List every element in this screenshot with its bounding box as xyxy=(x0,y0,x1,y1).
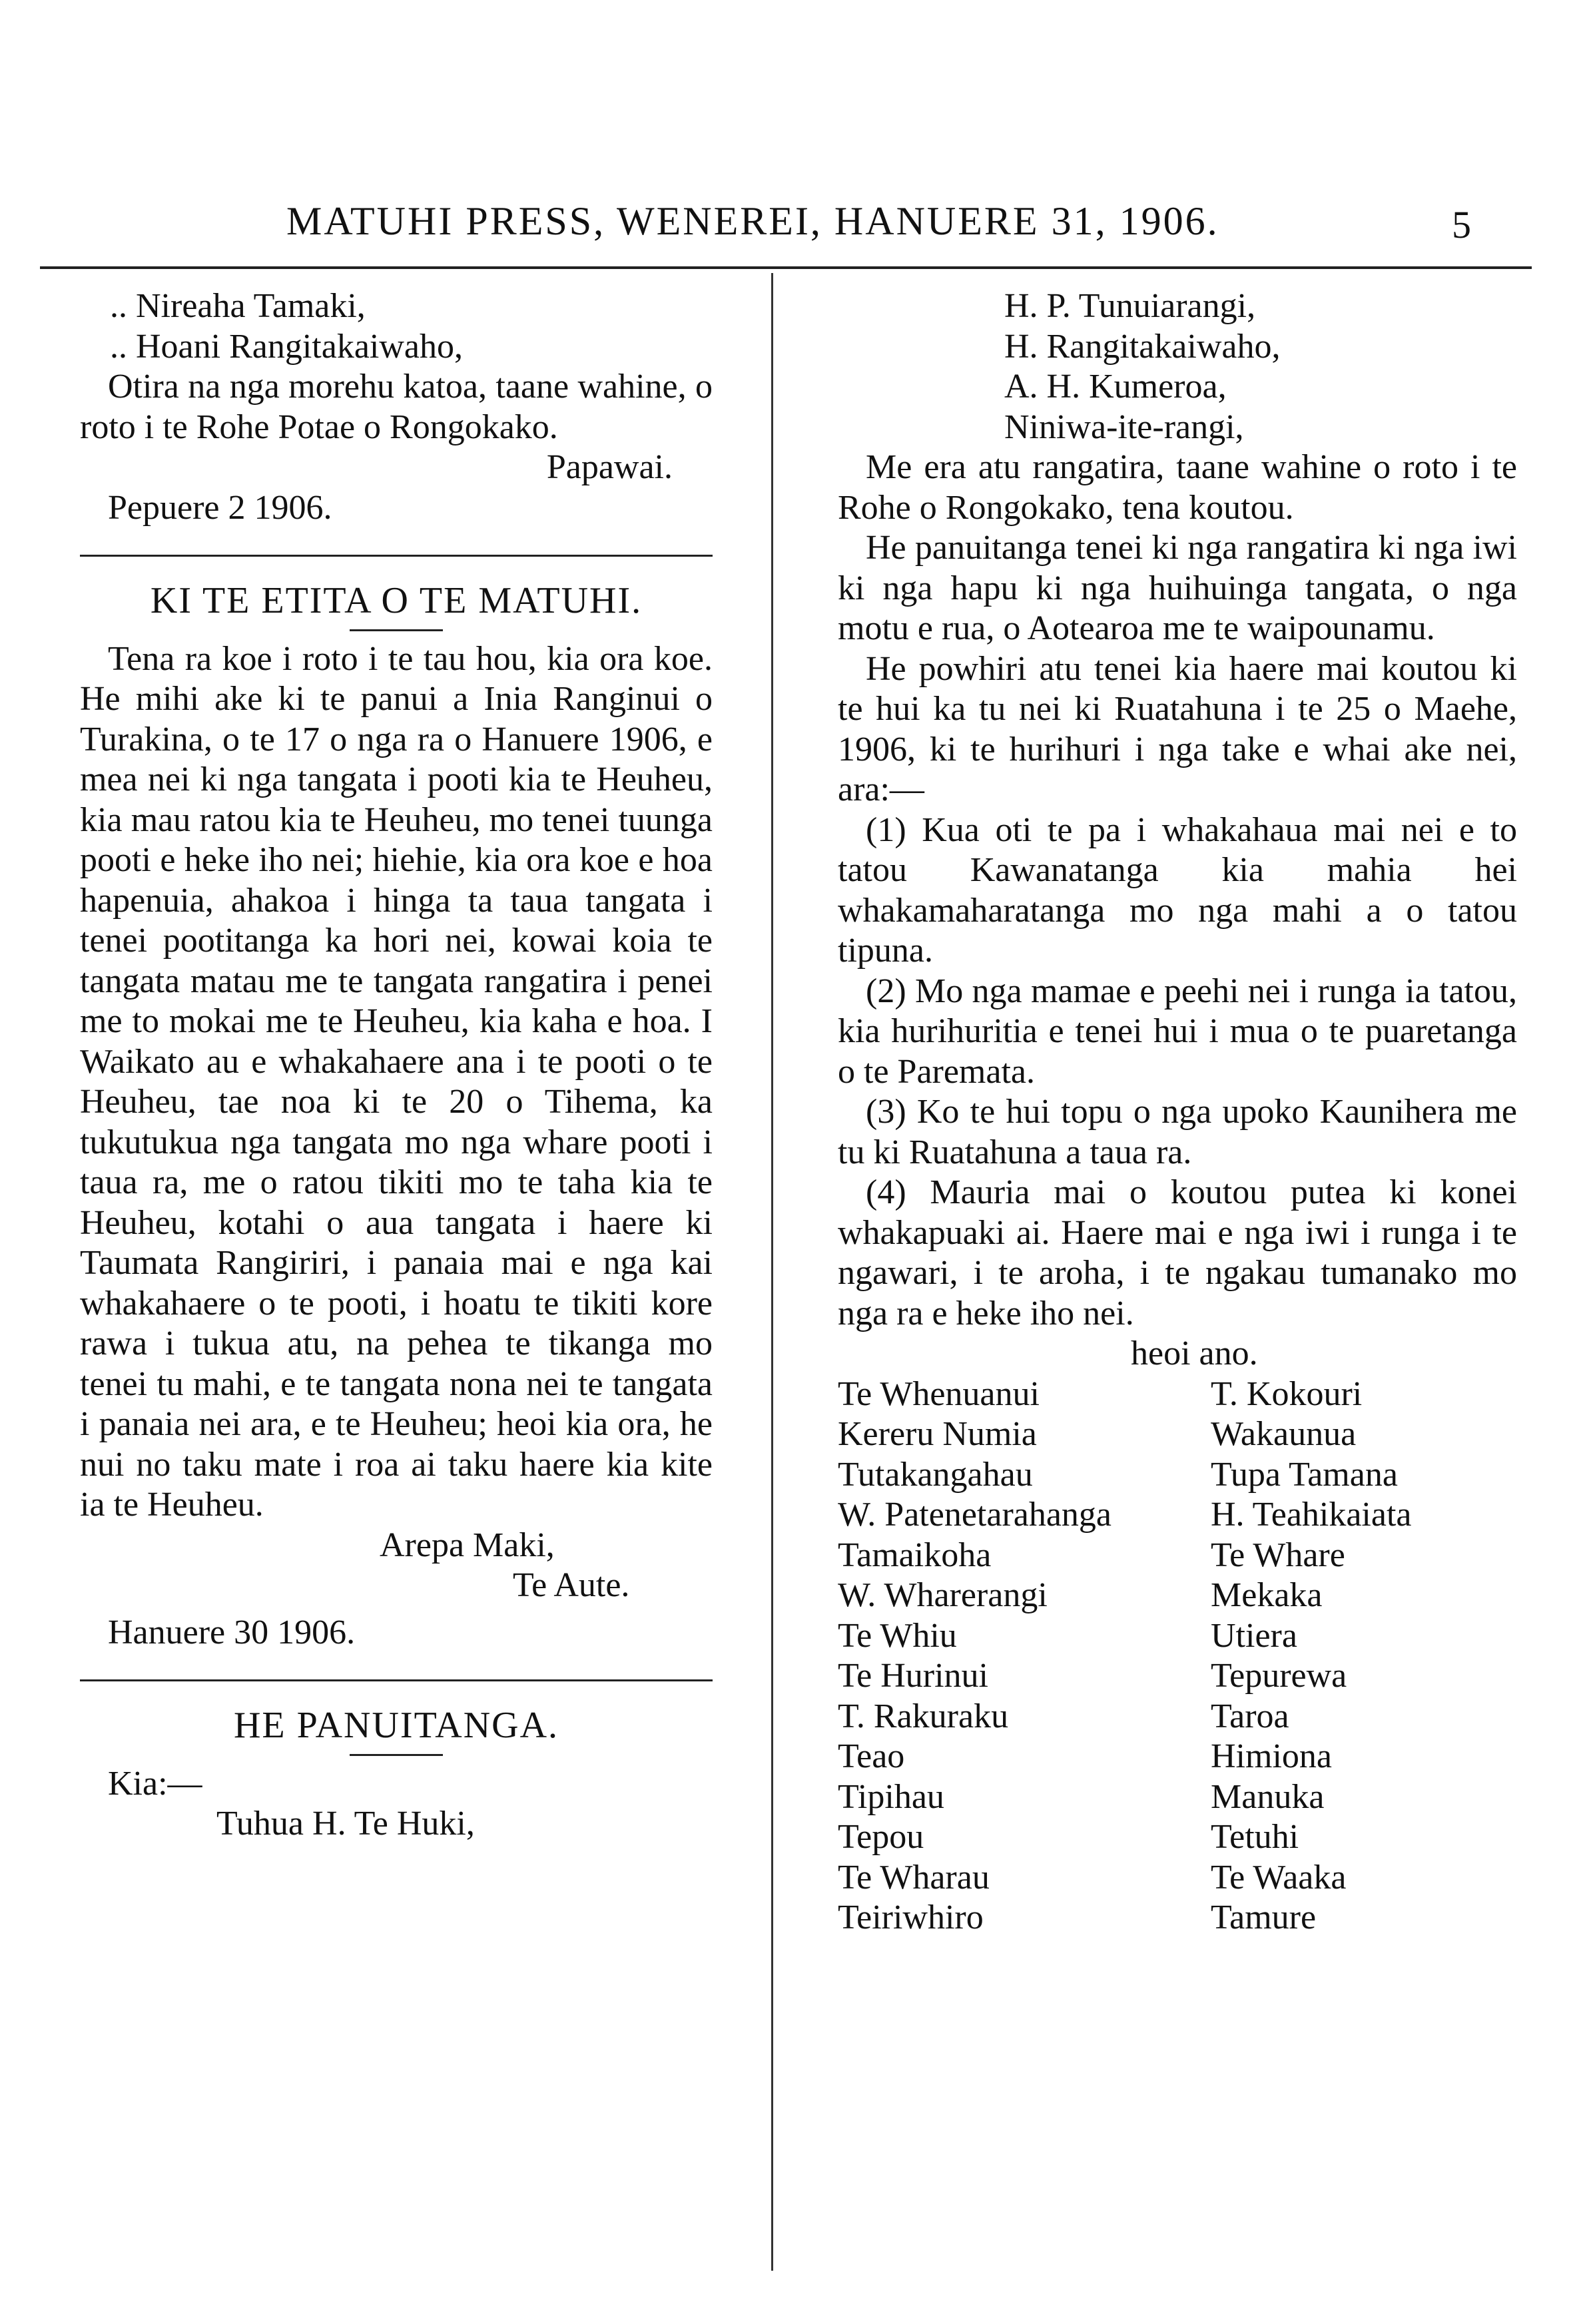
signatory-name: Tamaikoha xyxy=(838,1536,992,1574)
addressee-otira: Otira na nga morehu katoa, taane wahine, o roto i te Rohe Potae o Rongokako. xyxy=(80,368,713,446)
agenda-item: (3) Ko te hui topu o nga upoko Kaunihera me tu ki Ruatahuna a taua ra. xyxy=(838,1093,1517,1171)
agenda-item: (1) Kua oti te pa i whakahaua mai nei e to tatou Kawanatanga kia mahia hei whakamaharatanga mo nga mahi a o tatou tipuna. xyxy=(838,810,1517,970)
signatory-name: Te Waaka xyxy=(1211,1858,1347,1896)
short-rule xyxy=(350,1754,443,1756)
signatory-name: Teiriwhiro xyxy=(838,1898,984,1936)
signatory-name: Tutakangahau xyxy=(838,1455,1033,1494)
addressee-name: Niniwa-ite-rangi, xyxy=(1004,408,1244,446)
letter-place: Papawai. xyxy=(546,448,673,486)
signatory-name: Wakaunua xyxy=(1211,1415,1357,1453)
letter-date: Pepuere 2 1906. xyxy=(108,488,332,527)
addressee-name: A. H. Kumeroa, xyxy=(1004,368,1227,406)
signatory-name: Tetuhi xyxy=(1211,1818,1299,1856)
addressee-line: .. Hoani Rangitakaiwaho, xyxy=(110,327,463,366)
addressee-name: H. Rangitakaiwaho, xyxy=(1004,327,1281,366)
signatory-name: Te Whenuanui xyxy=(838,1374,1040,1413)
signer-name: Arepa Maki, xyxy=(380,1526,555,1564)
signatory-name: H. Teahikaiata xyxy=(1211,1496,1412,1534)
page-number: 5 xyxy=(1452,203,1471,246)
right-column xyxy=(838,286,1517,1938)
signatory-name: Tamure xyxy=(1211,1898,1317,1936)
addressee-name: Tuhua H. Te Huki, xyxy=(216,1805,475,1843)
section-rule xyxy=(80,1679,713,1681)
signatory-name: Tipihau xyxy=(838,1777,944,1816)
signatory-name: Kereru Numia xyxy=(838,1415,1037,1453)
signatory-name: Te Hurinui xyxy=(838,1657,988,1695)
signatory-name: W. Patenetarahanga xyxy=(838,1496,1112,1534)
addressee-line: .. Nireaha Tamaki, xyxy=(110,287,366,325)
signatory-name: T. Kokouri xyxy=(1211,1374,1363,1413)
greeting-paragraph: Me era atu rangatira, taane wahine o roto i te Rohe o Rongokako, tena koutou. xyxy=(838,448,1517,527)
addressee-name: H. P. Tunuiarangi, xyxy=(1004,287,1256,325)
signer-place: Te Aute. xyxy=(513,1566,630,1604)
letter-date: Hanuere 30 1906. xyxy=(108,1613,356,1651)
newspaper-header-title: MATUHI PRESS, WENEREI, HANUERE 31, 1906. xyxy=(286,199,1219,243)
letter-body: Tena ra koe i roto i te tau hou, kia ora koe. He mihi ake ki te panui a Inia Ranginui o Turakina, o te 17 o nga ra o Hanuere 1906, e mea nei ki nga tangata i pooti kia te Heuheu, kia mau ratou kia te Heuheu, mo tenei tuunga pooti e heke iho nei; hiehie, kia ora koe e hoa hapenuia, ahakoa i hinga ta taua tangata i tenei pootitanga ka hori nei, kowai koia te tangata matau me te tangata rangatira i penei me to mokai me te Heuheu, kia kaha e hoa. I Waikato au e whakahaere ana i te pooti o te Heuheu, tae noa ki te 20 o Tihema, ka tukutukua nga tangata mo nga whare pooti i taua ra, me o ratou tikiti mo te taha kia te Heuheu, kotahi o aua tangata i haere ki Taumata Rangiriri, i panaia mai e nga kai whakahaere o te pooti, i hoatu te tikiti kore rawa i tukua atu, na pehea te tikanga mo tenei tu mahi, e te tangata nona nei te tangata i panaia nei ara, e te Heuheu; heoi kia ora, he nui no taku mate i roa ai taku haere kia kite ia te Heuheu. xyxy=(80,639,713,1524)
signatories-list xyxy=(838,1374,1517,1938)
signatory-name: Te Whare xyxy=(1211,1536,1345,1574)
signatory-name: T. Rakuraku xyxy=(838,1697,1009,1735)
short-rule xyxy=(350,629,443,631)
signatory-name: Taroa xyxy=(1211,1697,1289,1735)
signatory-name: Tepou xyxy=(838,1818,924,1856)
section-title-he-panuitanga: HE PANUITANGA. xyxy=(233,1705,559,1746)
signatory-name: Utiera xyxy=(1211,1616,1297,1655)
header-rule xyxy=(40,266,1532,269)
notice-paragraph: He panuitanga tenei ki nga rangatira ki nga iwi ki nga hapu ki nga huihuinga tangata, o nga motu e rua, o Aotearoa me te waipounamu. xyxy=(838,529,1517,647)
section-rule xyxy=(80,555,713,557)
signatory-name: Teao xyxy=(838,1737,905,1775)
signatory-name: Te Wharau xyxy=(838,1858,990,1896)
agenda-item: (2) Mo nga mamae e peehi nei i runga ia tatou, kia hurihuritia e tenei hui i mua o te puaretanga o te Paremata. xyxy=(838,972,1517,1091)
signatory-name: Mekaka xyxy=(1211,1576,1323,1614)
closing-line: heoi ano. xyxy=(1131,1334,1258,1372)
signatory-name: Tepurewa xyxy=(1211,1657,1347,1695)
signatory-name: Himiona xyxy=(1211,1737,1332,1775)
invitation-paragraph: He powhiri atu tenei kia haere mai koutou ki te hui ka tu nei ki Ruatahuna i te 25 o Maehe, 1906, ki te hurihuri i nga take e whai ake nei, ara:— xyxy=(838,649,1517,808)
left-column xyxy=(80,286,713,1845)
kia-label: Kia:— xyxy=(108,1764,202,1803)
signatory-name: W. Wharerangi xyxy=(838,1576,1048,1614)
page-header xyxy=(40,193,1532,246)
section-title-ki-te-etita: KI TE ETITA O TE MATUHI. xyxy=(150,580,643,621)
signatory-name: Te Whiu xyxy=(838,1616,957,1655)
signatory-name: Tupa Tamana xyxy=(1211,1455,1398,1494)
agenda-item: (4) Mauria mai o koutou putea ki konei whakapuaki ai. Haere mai e nga iwi i runga i te ngawari, i te aroha, i te ngakau tumanako mo nga ra e heke iho nei. xyxy=(838,1173,1517,1332)
signatory-name: Manuka xyxy=(1211,1777,1325,1816)
column-divider xyxy=(771,273,773,2271)
